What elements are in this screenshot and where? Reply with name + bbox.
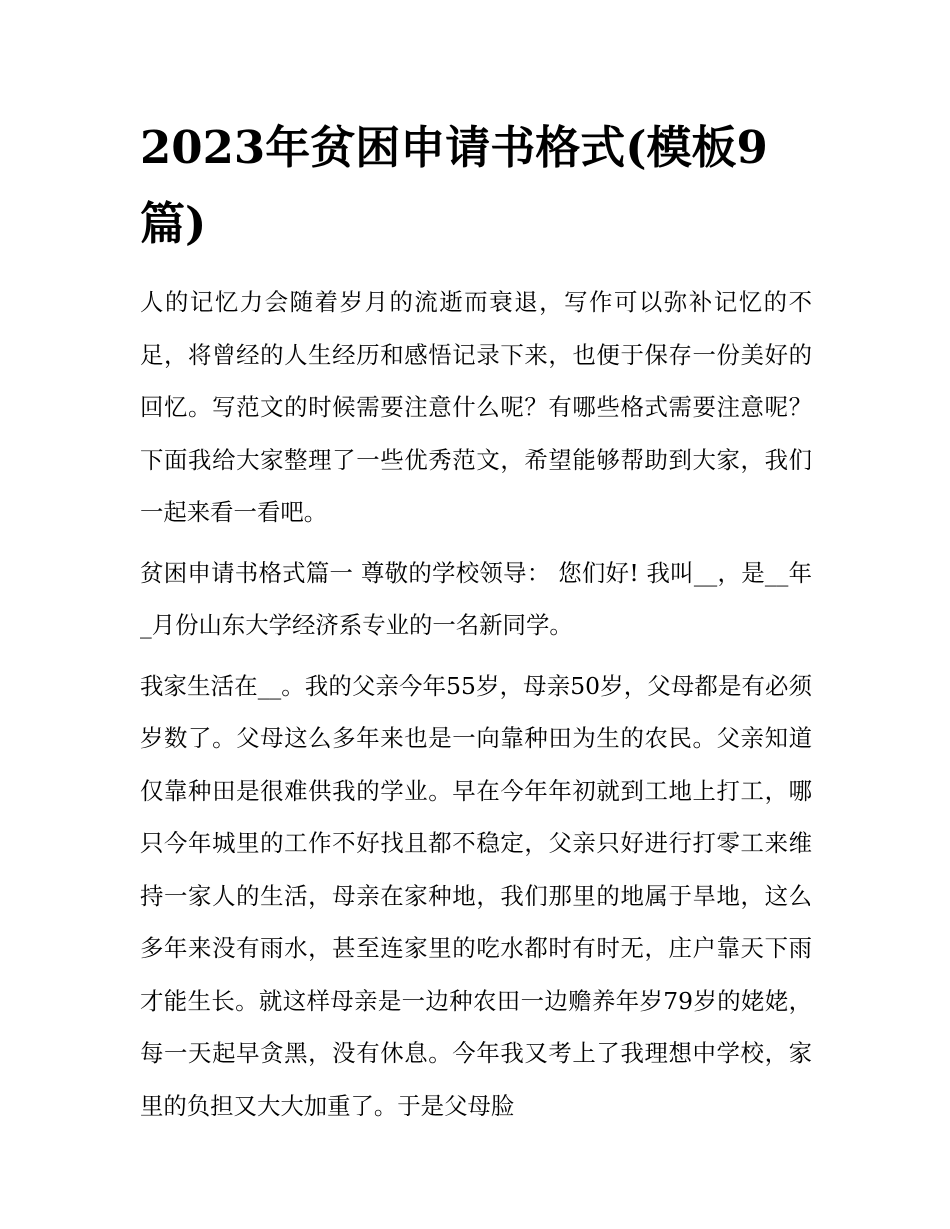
greeting-paragraph: 贫困申请书格式篇一 尊敬的学校领导： 您们好! 我叫__，是__年_月份山东大学经济系专业的一名新同学。 bbox=[140, 558, 812, 639]
family-situation-paragraph: 我家生活在__。我的父亲今年55岁，母亲50岁，父母都是有必须岁数了。父母这么多年来也是一向靠种田为生的农民。父亲知道仅靠种田是很难供我的学业。早在今年年初就到工地上打工，哪只今年城里的工作不好找且都不稳定，父亲只好进行打零工来维持一家人的生活，母亲在家种地，我们那里的地属于旱地，这么多年来没有雨水，甚至连家里的吃水都时有时无，庄户靠天下雨才能生长。就这样母亲是一边种农田一边赡养年岁79岁的姥姥，每一天起早贪黑，没有休息。今年我又考上了我理想中学校，家里的负担又大大加重了。于是父母脸 bbox=[140, 671, 812, 1120]
intro-paragraph: 人的记忆力会随着岁月的流逝而衰退，写作可以弥补记忆的不足，将曾经的人生经历和感悟记录下来，也便于保存一份美好的回忆。写范文的时候需要注意什么呢？有哪些格式需要注意呢？下面我给大家整理了一些优秀范文，希望能够帮助到大家，我们一起来看一看吧。 bbox=[140, 288, 812, 526]
document-body bbox=[140, 110, 812, 1132]
document-title: 2023年贫困申请书格式(模板9篇) bbox=[140, 121, 768, 250]
